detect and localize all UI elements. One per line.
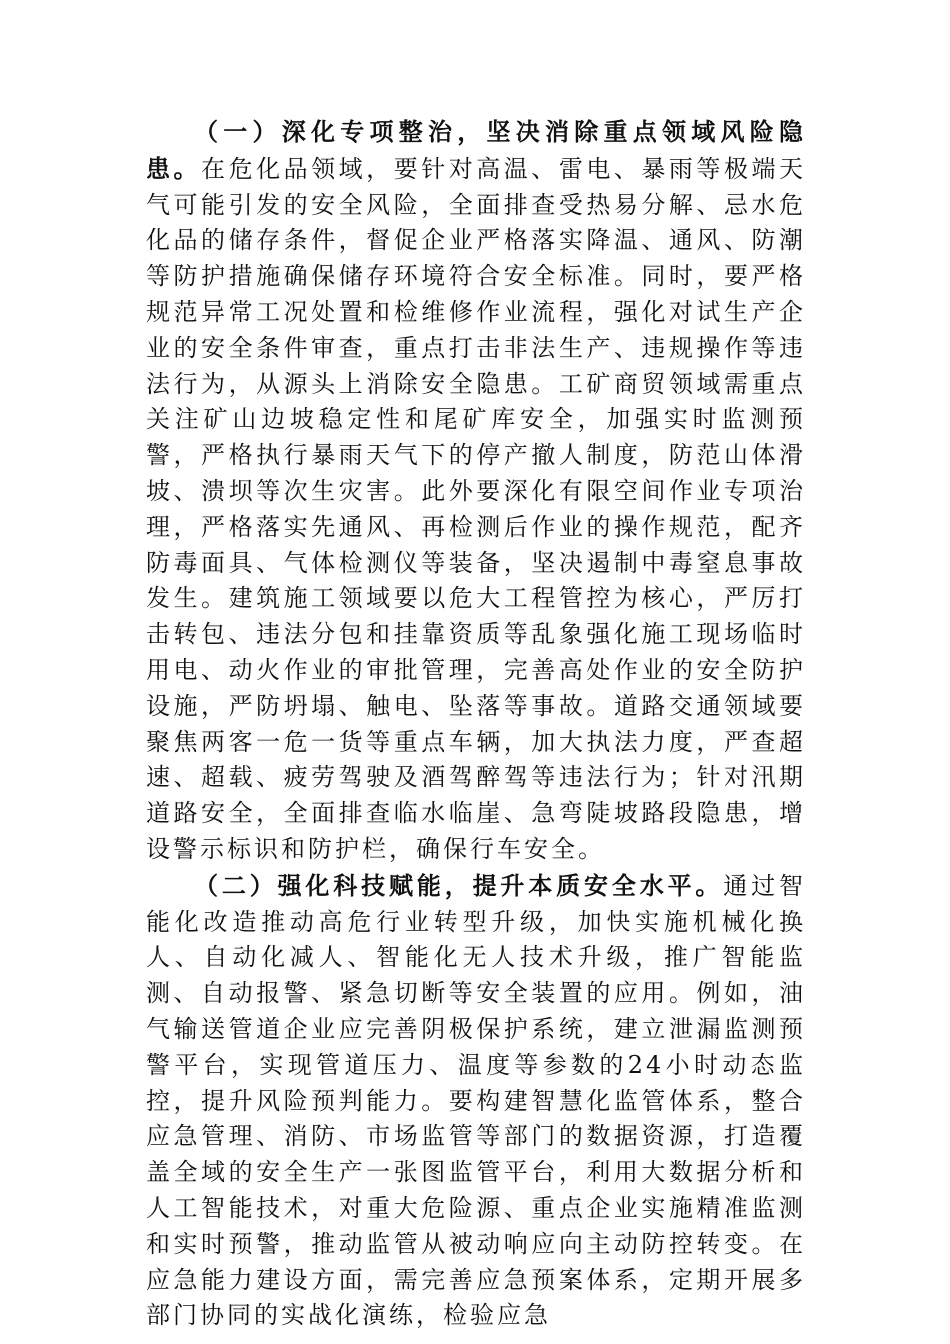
paragraph-1-body: 在危化品领域，要针对高温、雷电、暴雨等极端天气可能引发的安全风险，全面排查受热易分解、忌水危化品的储存条件，督促企业严格落实降温、通风、防潮等防护措施确保储存环境符合安全标准。同时，要严格规范异常工况处置和检维修作业流程，强化对试生产企业的安全条件审查，重点打击非法生产、违规操作等违法行为，从源头上消除安全隐患。工矿商贸领域需重点关注矿山边坡稳定性和尾矿库安全，加强实时监测预警，严格执行暴雨天气下的停产撤人制度，防范山体滑坡、溃坝等次生灾害。此外要深化有限空间作业专项治理，严格落实先通风、再检测后作业的操作规范，配齐防毒面具、气体检测仪等装备，坚决遏制中毒窒息事故发生。建筑施工领域要以危大工程管控为核心，严厉打击转包、违法分包和挂靠资质等乱象强化施工现场临时用电、动火作业的审批管理，完善高处作业的安全防护设施，严防坍塌、触电、坠落等事故。道路交通领域要聚焦两客一危一货等重点车辆，加大执法力度，严查超速、超载、疲劳驾驶及酒驾醉驾等违法行为；针对汛期道路安全，全面排查临水临崖、急弯陡坡路段隐患，增设警示标识和防护栏，确保行车安全。 (146, 154, 807, 863)
document-body (146, 114, 806, 1334)
paragraph-2 (146, 868, 806, 1334)
paragraph-2-body: 通过智能化改造推动高危行业转型升级，加快实施机械化换人、自动化减人、智能化无人技术升级，推广智能监测、自动报警、紧急切断等安全装置的应用。例如，油气输送管道企业应完善阴极保护系统，建立泄漏监测预警平台，实现管道压力、温度等参数的24小时动态监控，提升风险预判能力。要构建智慧化监管体系，整合应急管理、消防、市场监管等部门的数据资源，打造覆盖全域的安全生产一张图监管平台，利用大数据分析和人工智能技术，对重大危险源、重点企业实施精准监测和实时预警，推动监管从被动响应向主动防控转变。在应急能力建设方面，需完善应急预案体系，定期开展多部门协同的实战化演练，检验应急 (146, 871, 807, 1330)
paragraph-1-heading: （一）深化专项整治，坚决消除重点领域风险隐患。 (146, 117, 806, 183)
paragraph-2-heading: （二）强化科技赋能，提升本质安全水平。 (194, 870, 724, 900)
paragraph-1 (146, 114, 806, 868)
